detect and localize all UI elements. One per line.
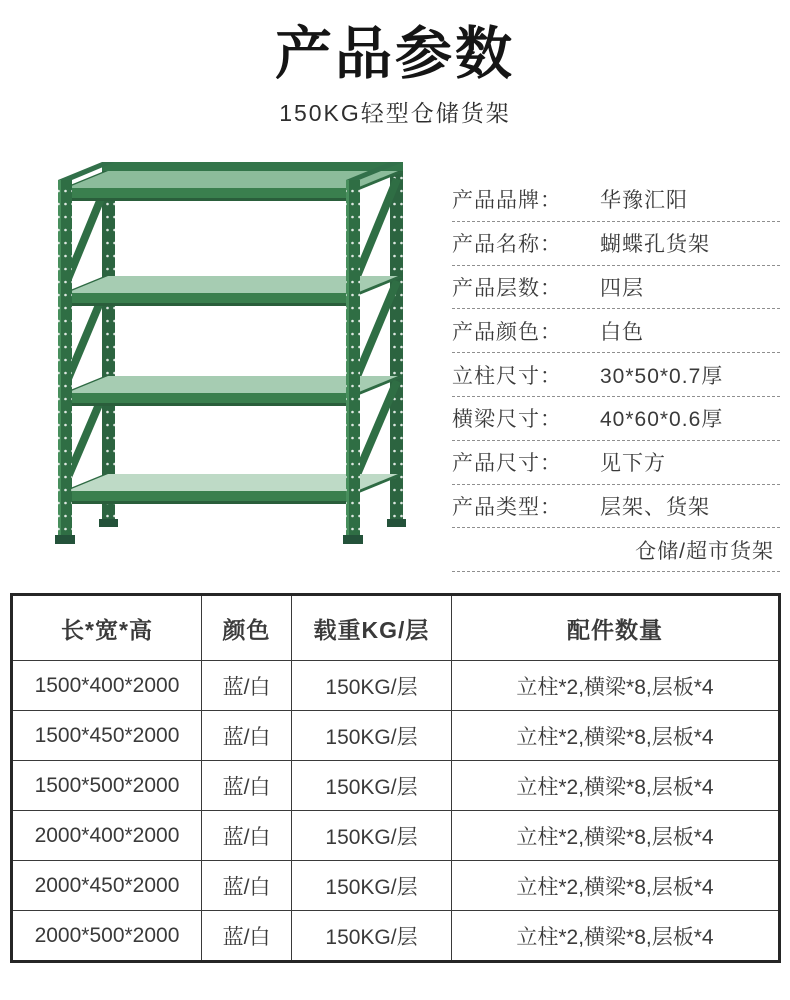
spec-row <box>452 397 780 441</box>
spec-row <box>452 178 780 222</box>
table-cell: 2000*400*2000 <box>12 811 202 861</box>
spec-value: 白色 <box>600 320 644 344</box>
spec-row <box>452 528 780 572</box>
table-cell: 150KG/层 <box>292 711 452 761</box>
spec-list <box>452 178 780 565</box>
table-cell: 2000*500*2000 <box>12 911 202 962</box>
table-row <box>12 911 780 962</box>
table-cell: 立柱*2,横梁*8,层板*4 <box>452 911 780 962</box>
column-header: 颜色 <box>202 595 292 661</box>
table-cell: 蓝/白 <box>202 711 292 761</box>
spec-label: 产品品牌： <box>452 189 562 213</box>
table-header-row <box>12 595 780 661</box>
table-cell: 2000*450*2000 <box>12 861 202 911</box>
column-header: 载重KG/层 <box>292 595 452 661</box>
spec-row <box>452 441 780 485</box>
spec-label: 产品颜色： <box>452 320 562 344</box>
table-cell: 蓝/白 <box>202 811 292 861</box>
table-cell: 150KG/层 <box>292 811 452 861</box>
spec-value: 华豫汇阳 <box>600 189 688 213</box>
spec-row <box>452 485 780 529</box>
spec-label: 产品层数： <box>452 276 562 300</box>
spec-row <box>452 222 780 266</box>
spec-value: 层架、货架 <box>600 495 710 519</box>
spec-value: 蝴蝶孔货架 <box>600 233 710 257</box>
shelf-rack-graphic <box>6 133 450 565</box>
table-cell: 蓝/白 <box>202 861 292 911</box>
table-cell: 150KG/层 <box>292 661 452 711</box>
size-table-section <box>10 593 790 963</box>
spec-label: 横梁尺寸： <box>452 408 562 432</box>
table-cell: 150KG/层 <box>292 911 452 962</box>
table-cell: 蓝/白 <box>202 661 292 711</box>
header <box>0 0 790 128</box>
table-row <box>12 861 780 911</box>
spec-value: 见下方 <box>600 452 666 476</box>
spec-row <box>452 266 780 310</box>
spec-label: 产品名称： <box>452 233 562 257</box>
table-cell: 立柱*2,横梁*8,层板*4 <box>452 761 780 811</box>
table-cell: 立柱*2,横梁*8,层板*4 <box>452 811 780 861</box>
spec-row <box>452 309 780 353</box>
table-cell: 1500*450*2000 <box>12 711 202 761</box>
product-image <box>6 133 450 565</box>
page-subtitle: 150KG轻型仓储货架 <box>279 100 511 126</box>
table-row <box>12 661 780 711</box>
spec-value: 30*50*0.7厚 <box>600 364 724 388</box>
table-cell: 立柱*2,横梁*8,层板*4 <box>452 861 780 911</box>
table-row <box>12 761 780 811</box>
spec-label: 产品类型： <box>452 495 562 519</box>
page-title: 产品参数 <box>275 22 515 86</box>
size-table <box>10 593 781 963</box>
product-section <box>0 133 790 565</box>
table-cell: 立柱*2,横梁*8,层板*4 <box>452 711 780 761</box>
table-cell: 1500*500*2000 <box>12 761 202 811</box>
spec-value: 四层 <box>600 276 644 300</box>
spec-row <box>452 353 780 397</box>
table-row <box>12 811 780 861</box>
table-cell: 立柱*2,横梁*8,层板*4 <box>452 661 780 711</box>
column-header: 配件数量 <box>452 595 780 661</box>
column-header: 长*宽*高 <box>12 595 202 661</box>
spec-label: 立柱尺寸： <box>452 364 562 388</box>
table-cell: 蓝/白 <box>202 911 292 962</box>
table-cell: 蓝/白 <box>202 761 292 811</box>
spec-label: 产品尺寸： <box>452 452 562 476</box>
table-cell: 150KG/层 <box>292 861 452 911</box>
spec-value: 40*60*0.6厚 <box>600 408 724 432</box>
table-row <box>12 711 780 761</box>
spec-value: 仓储/超市货架 <box>635 539 774 563</box>
table-cell: 150KG/层 <box>292 761 452 811</box>
table-cell: 1500*400*2000 <box>12 661 202 711</box>
